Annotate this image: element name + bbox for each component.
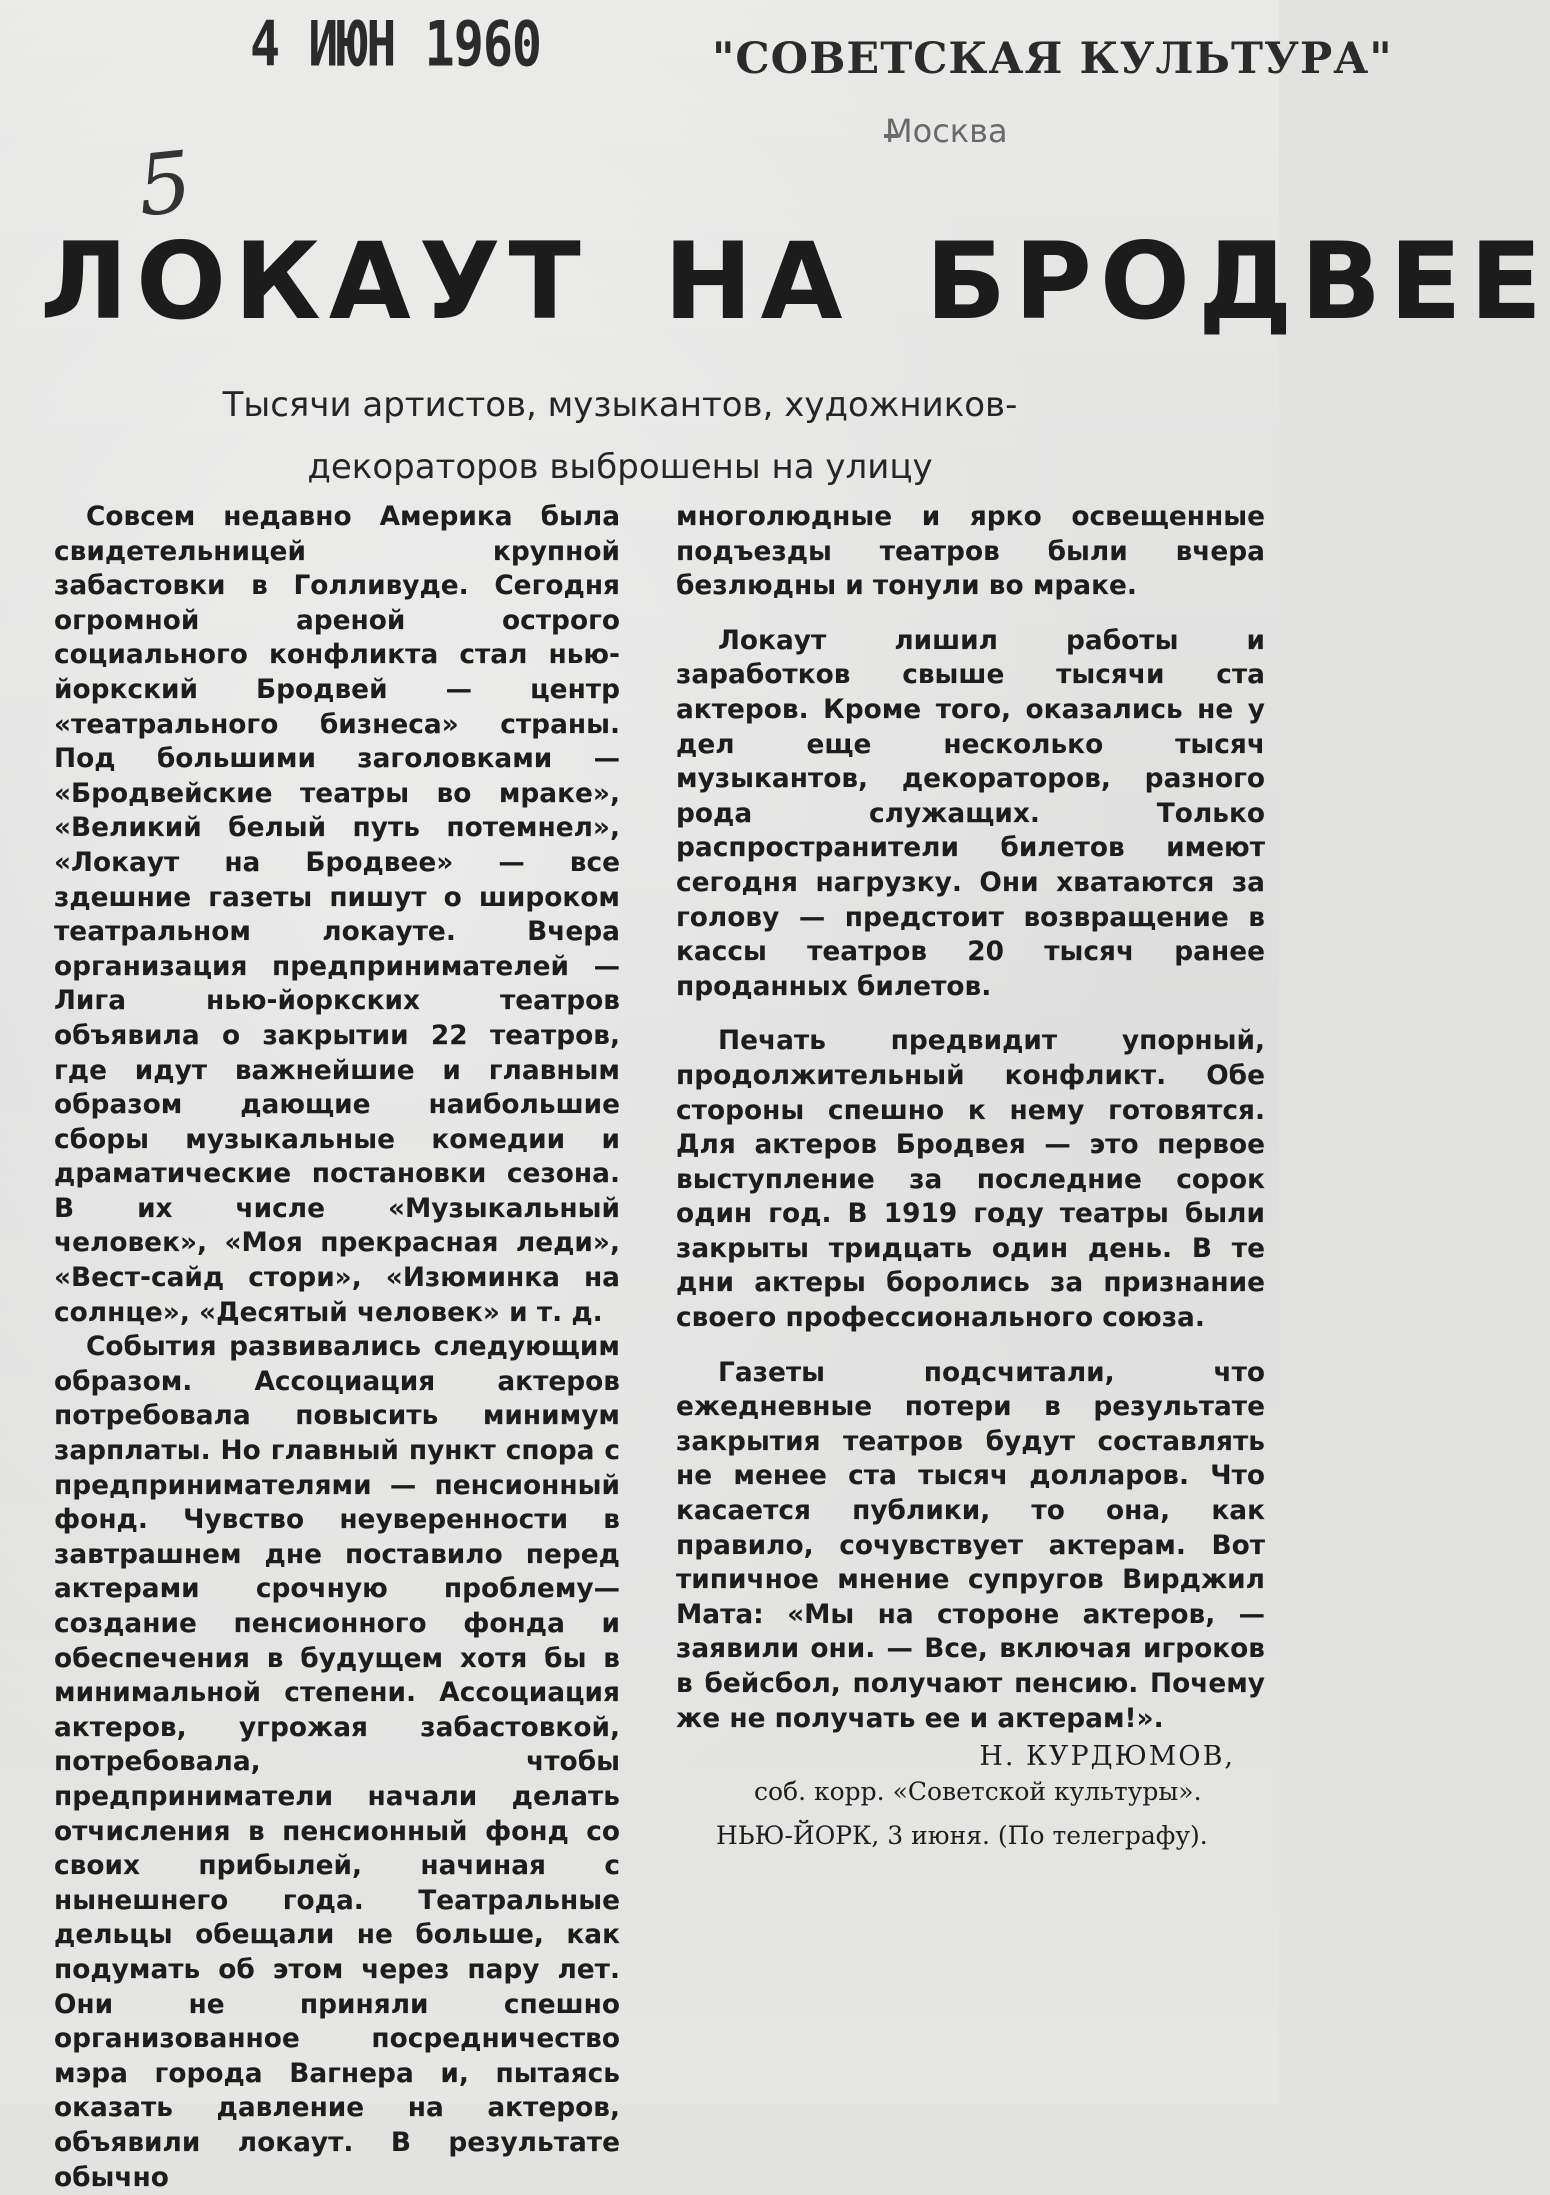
subheadline-line: декораторов выброшены на улицу <box>307 447 933 487</box>
article-headline: ЛОКАУТ НА БРОДВЕЕ <box>40 220 1550 343</box>
date-stamp: 4 ИЮН 1960 <box>250 8 542 81</box>
paragraph: многолюдные и ярко освещенные подъезды театров были вчера безлюдны и тонули во мраке. <box>676 501 1265 602</box>
city-stamp: Москва <box>885 112 1008 150</box>
author-name: Н. КУРДЮМОВ, <box>979 1741 1235 1773</box>
paragraph: Локаут лишил работы и заработков свыше тысячи ста актеров. Кроме того, оказались не у дел еще несколько тысяч музыкантов, декораторов, разного рода служащих. Только распространители билетов имеют сегодня нагрузку. Они хватаются за голову — предстоит возвращение в кассы театров 20 тысяч ранее проданных билетов. <box>676 624 1265 1002</box>
left-column <box>54 500 620 2195</box>
newspaper-name-stamp: "СОВЕТСКАЯ КУЛЬТУРА" <box>712 34 1393 84</box>
signature-block <box>676 1740 1265 1853</box>
handwritten-number: 5 <box>133 132 197 236</box>
paragraph: Газеты подсчитали, что ежедневные потери в результате закрытия театров будут составлять не менее ста тысяч долларов. Что касается публики, то она, как правило, сочувствует актерам. Вот типичное мнение супругов Вирджил Мата: «Мы на стороне актеров, — заявили они. — Все, включая игроков в бейсбол, получают пенсию. Почему же не получать ее и актерам!». <box>676 1356 1265 1734</box>
paragraph: Совсем недавно Америка была свидетельницей крупной забастовки в Голливуде. Сегодня огромной ареной острого социального конфликта стал нью-йоркский Бродвей — центр «театрального бизнеса» страны. Под большими заголовками — «Бродвейские театры во мраке», «Великий белый путь потемнел», «Локаут на Бродвее» — все здешние газеты пишут о широком театральном локауте. Вчера организация предпринимателей — Лига нью-йоркских театров объявила о закрытии 22 театров, где идут важнейшие и главным образом дающие наибольшие сборы музыкальные комедии и драматические постановки сезона. В их числе «Музыкальный человек», «Моя прекрасная леди», «Вест-сайд стори», «Изюминка на солнце», «Десятый человек» и т. д. <box>54 501 620 1328</box>
article-subheadline <box>120 374 1120 498</box>
paragraph: События развивались следующим образом. Ассоциация актеров потребовала повысить минимум зарплаты. Но главный пункт спора с предпринимателями — пенсионный фонд. Чувство неуверенности в завтрашнем дне поставило перед актерами срочную проблему—создание пенсионного фонда и обеспечения в будущем хотя бы в минимальной степени. Ассоциация актеров, угрожая забастовкой, потребовала, чтобы предприниматели начали делать отчисления в пенсионный фонд со своих прибылей, начиная с нынешнего года. Театральные дельцы обещали не больше, как подумать об этом через пару лет. Они не приняли спешно организованное посредничество мэра города Вагнера и, пытаясь оказать давление на актеров, объявили локаут. В результате обычно <box>54 1331 620 2193</box>
author-position: соб. корр. «Советской культуры». <box>754 1776 1202 1806</box>
subheadline-line: Тысячи артистов, музыкантов, художников- <box>222 385 1018 425</box>
paragraph: Печать предвидит упорный, продолжительный конфликт. Обе стороны спешно к нему готовятся. Для актеров Бродвея — это первое выступление за последние сорок один год. В 1919 году театры были закрыты тридцать один день. В те дни актеры боролись за признание своего профессионального союза. <box>676 1025 1265 1334</box>
right-column <box>676 500 1265 1853</box>
dateline: НЬЮ-ЙОРК, 3 июня. (По телеграфу). <box>716 1820 1208 1850</box>
